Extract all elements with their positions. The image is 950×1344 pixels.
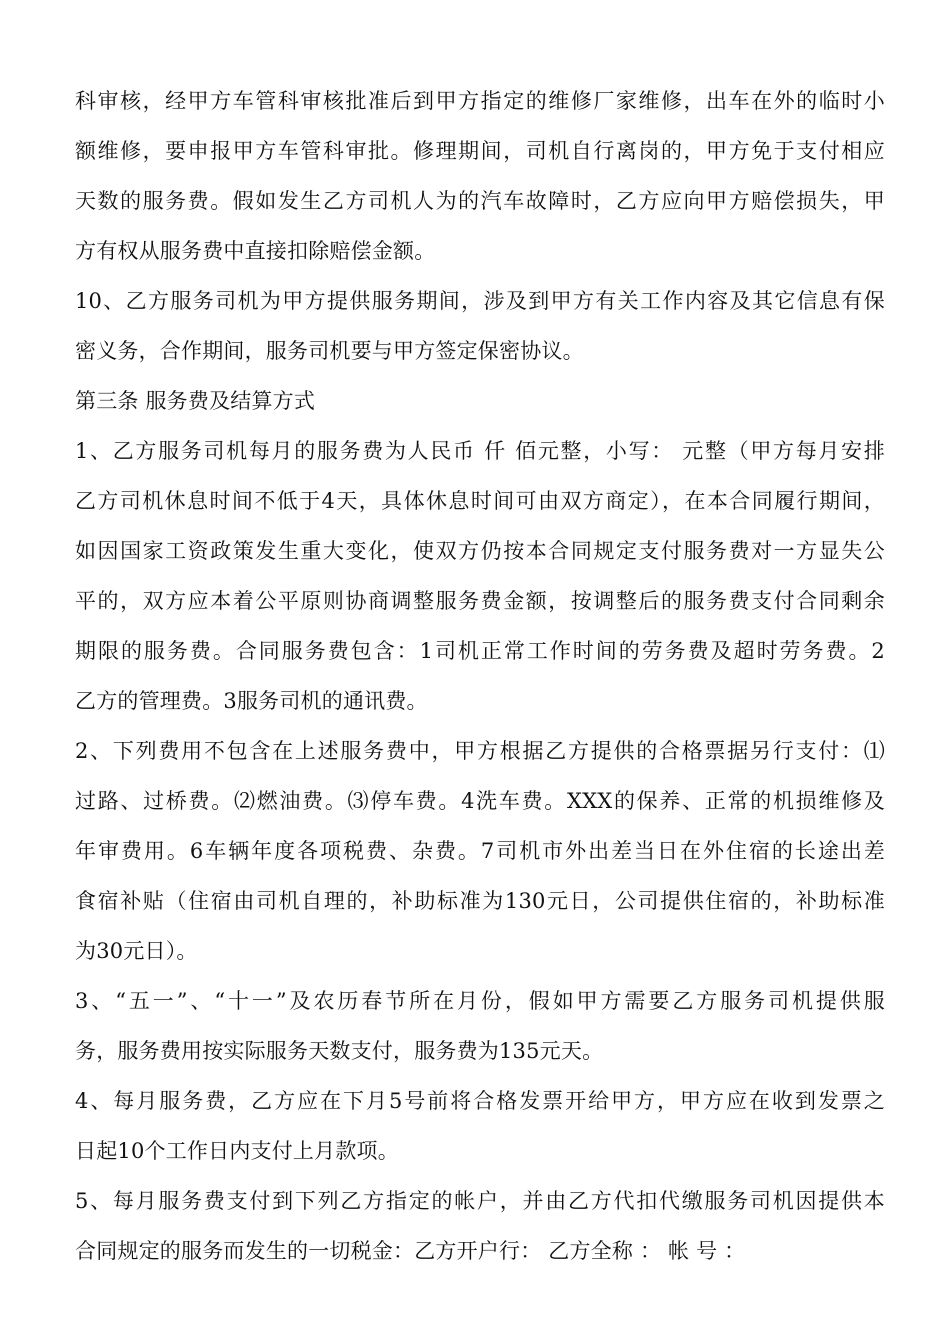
text-line: 3、“五一”、“十一”及农历春节所在月份，假如甲方需要乙方服务司机提供服 (75, 989, 885, 1013)
text-line: 平的，双方应本着公平原则协商调整服务费金额，按调整后的服务费支付合同剩余 (75, 589, 885, 613)
text-line: 4、每月服务费，乙方应在下月5号前将合格发票开给甲方，甲方应在收到发票之 (75, 1089, 885, 1113)
text-line: 乙方的管理费。3服务司机的通讯费。 (75, 689, 428, 713)
text-line: 为30元日）。 (75, 939, 198, 963)
text-line: 方有权从服务费中直接扣除赔偿金额。 (75, 239, 436, 263)
text-line: 过路、过桥费。⑵燃油费。⑶停车费。4洗车费。XXX的保养、正常的机损维修及 (75, 789, 885, 813)
text-line: 年审费用。6车辆年度各项税费、杂费。7司机市外出差当日在外住宿的长途出差 (75, 839, 885, 863)
text-line: 2、下列费用不包含在上述服务费中，甲方根据乙方提供的合格票据另行支付：⑴ (75, 739, 885, 763)
text-line: 合同规定的服务而发生的一切税金：乙方开户行： 乙方全称 ： 帐 号 ： (75, 1239, 746, 1263)
text-line: 天数的服务费。假如发生乙方司机人为的汽车故障时，乙方应向甲方赔偿损失，甲 (75, 189, 885, 213)
text-line: 1、乙方服务司机每月的服务费为人民币 仟 佰元整，小写： 元整（甲方每月安排 (75, 439, 885, 463)
text-line: 额维修，要申报甲方车管科审批。修理期间，司机自行离岗的，甲方免于支付相应 (75, 139, 885, 163)
text-line: 10、乙方服务司机为甲方提供服务期间，涉及到甲方有关工作内容及其它信息有保 (75, 289, 885, 313)
text-line: 5、每月服务费支付到下列乙方指定的帐户，并由乙方代扣代缴服务司机因提供本 (75, 1189, 885, 1213)
text-line: 密义务，合作期间，服务司机要与甲方签定保密协议。 (75, 339, 584, 363)
section-heading: 第三条 服务费及结算方式 (75, 389, 316, 413)
text-line: 期限的服务费。合同服务费包含：1司机正常工作时间的劳务费及超时劳务费。2 (75, 639, 885, 663)
text-line: 如因国家工资政策发生重大变化，使双方仍按本合同规定支付服务费对一方显失公 (75, 539, 885, 563)
text-line: 务，服务费用按实际服务天数支付，服务费为135元天。 (75, 1039, 604, 1063)
text-line: 食宿补贴（住宿由司机自理的，补助标准为130元日，公司提供住宿的，补助标准 (75, 889, 885, 913)
text-line: 乙方司机休息时间不低于4天，具体休息时间可由双方商定），在本合同履行期间， (75, 489, 885, 513)
text-line: 日起10个工作日内支付上月款项。 (75, 1139, 399, 1163)
text-line: 科审核，经甲方车管科审核批准后到甲方指定的维修厂家维修，出车在外的临时小 (75, 89, 885, 113)
